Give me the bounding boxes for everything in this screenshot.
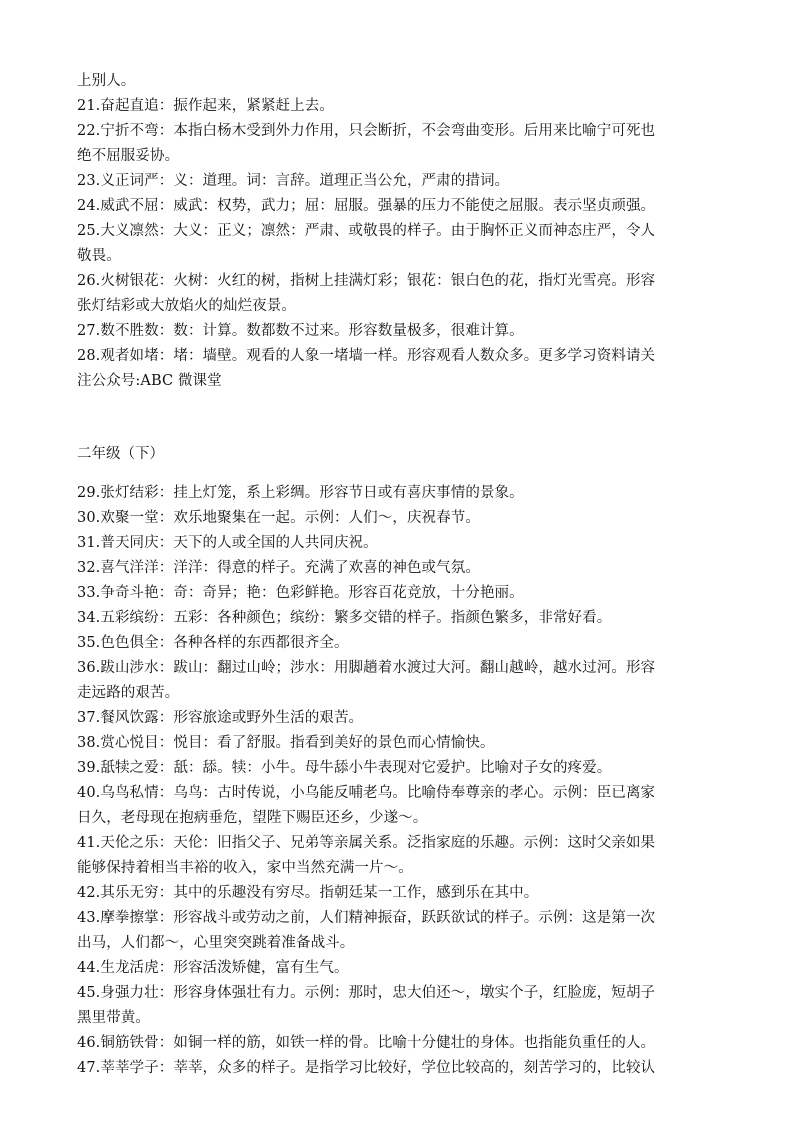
text-line: 27.数不胜数：数：计算。数都数不过来。形容数量极多，很难计算。 [77,323,524,339]
text-line: 41.天伦之乐：天伦：旧指父子、兄弟等亲属关系。泛指家庭的乐趣。示例：这时父亲如果 [77,835,656,851]
text-line: 32.喜气洋洋：洋洋：得意的样子。充满了欢喜的神色或气氛。 [77,560,480,576]
text-line: 29.张灯结彩：挂上灯笼，系上彩绸。形容节日或有喜庆事情的景象。 [77,485,524,501]
text-line: 42.其乐无穷：其中的乐趣没有穷尽。指朝廷某一工作，感到乐在其中。 [77,885,539,901]
document-page [77,69,720,1081]
idiom-list-part2 [77,481,720,1081]
text-line: 34.五彩缤纷：五彩：各种颜色；缤纷：繁多交错的样子。指颜色繁多，非常好看。 [77,610,612,626]
text-line: 走远路的艰苦。 [77,685,180,701]
text-line: 31.普天同庆：天下的人或全国的人共同庆祝。 [77,535,378,551]
text-line: 30.欢聚一堂：欢乐地聚集在一起。示例：人们～，庆祝春节。 [77,510,480,526]
text-line: 28.观者如堵：堵：墙壁。观看的人象一堵墙一样。形容观看人数众多。更多学习资料请关 [77,348,656,364]
text-line: 注公众号:ABC 微课堂 [77,373,222,389]
text-line: 37.餐风饮露：形容旅途或野外生活的艰苦。 [77,710,364,726]
text-line: 黑里带黄。 [77,1010,150,1026]
blank-space [77,418,720,442]
text-line: 日久，老母现在抱病垂危，望陛下赐臣还乡，少遂～。 [77,810,428,826]
text-line: 出马，人们都～，心里突突跳着准备战斗。 [77,935,355,951]
blank-space [77,467,720,481]
text-line: 22.宁折不弯：本指白杨木受到外力作用，只会断折，不会弯曲变形。后用来比喻宁可死也 [77,123,656,139]
text-line: 21.奋起直追：振作起来，紧紧赶上去。 [77,98,334,114]
text-line: 47.莘莘学子：莘莘，众多的样子。是指学习比较好，学位比较高的，刻苦学习的，比较认 [77,1060,656,1076]
text-line: 40.乌鸟私情：乌鸟：古时传说，小乌能反哺老乌。比喻侍奉尊亲的孝心。示例：臣已离家 [77,785,656,801]
text-line: 43.摩拳擦掌：形容战斗或劳动之前，人们精神振奋，跃跃欲试的样子。示例：这是第一次 [77,910,656,926]
text-line: 38.赏心悦目：悦目：看了舒服。指看到美好的景色而心情愉快。 [77,735,495,751]
text-line: 45.身强力壮：形容身体强壮有力。示例：那时，忠大伯还～，墩实个子，红脸庞，短胡子 [77,985,656,1001]
text-line: 33.争奇斗艳：奇：奇异；艳：色彩鲜艳。形容百花竞放，十分艳丽。 [77,585,524,601]
text-line: 张灯结彩或大放焰火的灿烂夜景。 [77,298,296,314]
text-line: 绝不屈服妥协。 [77,148,180,164]
blank-space [77,394,720,418]
section-heading: 二年级（下） [77,446,164,462]
text-line: 44.生龙活虎：形容活泼矫健，富有生气。 [77,960,349,976]
text-line: 39.舐犊之爱：舐：舔。犊：小牛。母牛舔小牛表现对它爱护。比喻对子女的疼爱。 [77,760,612,776]
idiom-list-part1 [77,69,720,394]
text-line: 24.威武不屈：威武：权势，武力；屈：屈服。强暴的压力不能使之屈服。表示坚贞顽强。 [77,198,656,214]
text-line: 26.火树银花：火树：火红的树，指树上挂满灯彩；银花：银白色的花，指灯光雪亮。形容 [77,273,656,289]
text-line: 23.义正词严：义：道理。词：言辞。道理正当公允，严肃的措词。 [77,173,510,189]
text-line: 上别人。 [77,73,136,89]
text-line: 36.跋山涉水：跋山：翻过山岭；涉水：用脚趟着水渡过大河。翻山越岭，越水过河。形容 [77,660,656,676]
text-line: 35.色色俱全：各种各样的东西都很齐全。 [77,635,349,651]
text-line: 能够保持着相当丰裕的收入，家中当然充满一片～。 [77,860,413,876]
text-line: 46.铜筋铁骨：如铜一样的筋，如铁一样的骨。比喻十分健壮的身体。也指能负重任的人。 [77,1035,656,1051]
text-line: 敬畏。 [77,248,121,264]
text-line: 25.大义凛然：大义：正义；凛然：严肃、或敬畏的样子。由于胸怀正义而神态庄严，令人 [77,223,656,239]
